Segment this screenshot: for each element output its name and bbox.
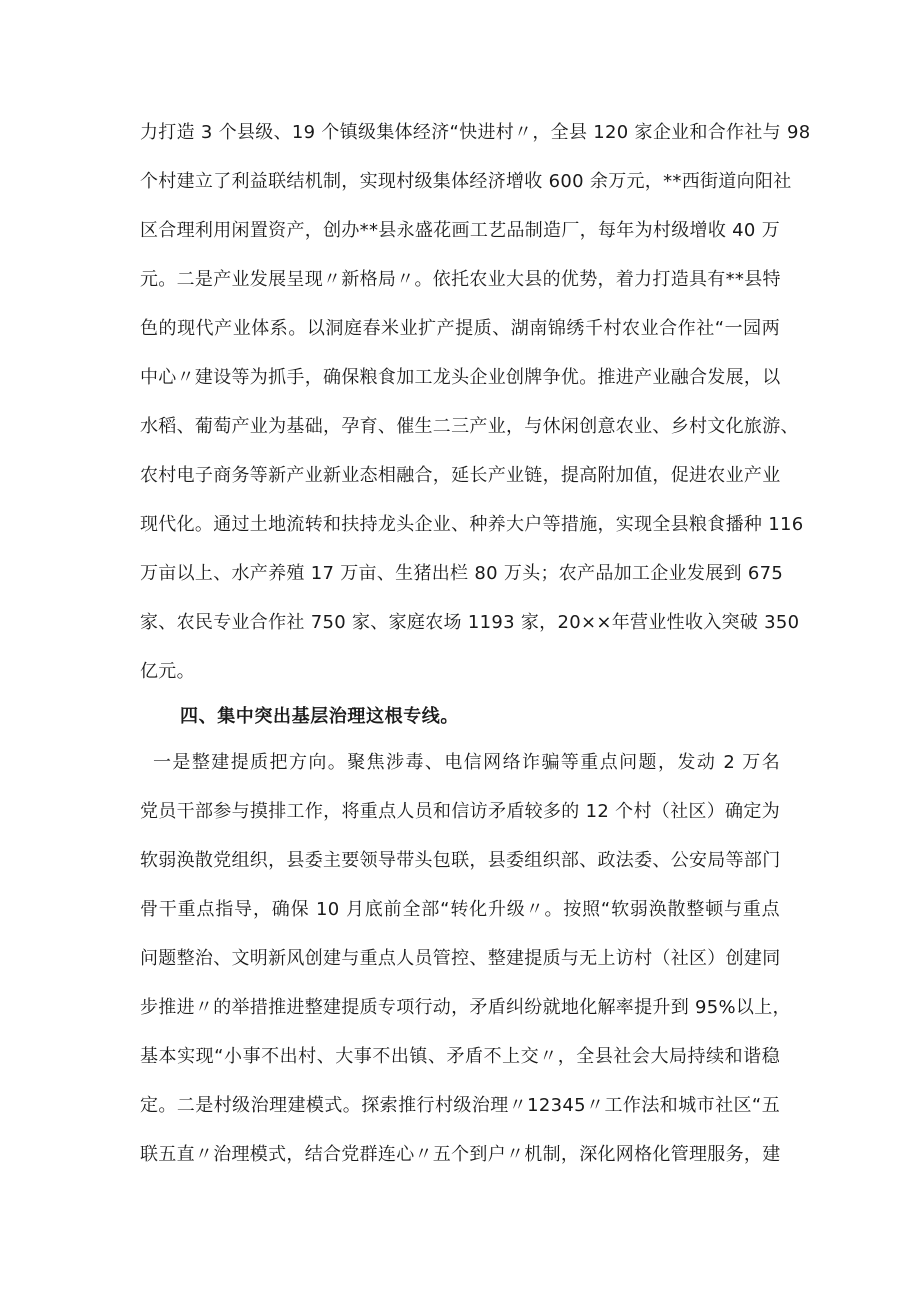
text-line: 现代化。通过土地流转和扶持龙头企业、种养大户等措施，实现全县粮食播种 116 <box>140 514 804 535</box>
text-line: 骨干重点指导，确保 10 月底前全部“转化升级〃。按照“软弱涣散整顿与重点 <box>140 899 780 920</box>
text-line: 元。二是产业发展呈现〃新格局〃。依托农业大县的优势，着力打造具有**县特 <box>140 269 781 290</box>
text-line: 万亩以上、水产养殖 17 万亩、生猪出栏 80 万头；农产品加工企业发展到 675 <box>140 563 784 584</box>
text-line: 定。二是村级治理建模式。探索推行村级治理〃12345〃工作法和城市社区“五 <box>140 1095 780 1116</box>
text-line: 水稻、葡萄产业为基础，孕育、催生二三产业，与休闲创意农业、乡村文化旅游、 <box>140 416 799 437</box>
text-line: 软弱涣散党组织，县委主要领导带头包联，县委组织部、政法委、公安局等部门 <box>140 850 781 871</box>
text-line: 中心〃建设等为抓手，确保粮食加工龙头企业创牌争优。推进产业融合发展，以 <box>140 367 781 388</box>
text-line: 步推进〃的举措推进整建提质专项行动，矛盾纠纷就地化解率提升到 95%以上， <box>140 997 791 1018</box>
text-line: 区合理利用闲置资产，创办**县永盛花画工艺品制造厂，每年为村级增收 40 万 <box>140 220 780 241</box>
text-line: 一是整建提质把方向。聚焦涉毒、电信网络诈骗等重点问题，发动 2 万名 <box>153 752 780 773</box>
section-heading: 四、集中突出基层治理这根专线。 <box>180 706 459 727</box>
text-line: 党员干部参与摸排工作，将重点人员和信访矛盾较多的 12 个村（社区）确定为 <box>140 801 780 822</box>
text-line: 力打造 3 个县级、19 个镇级集体经济“快进村〃，全县 120 家企业和合作社与 98 <box>140 122 811 143</box>
text-line: 基本实现“小事不出村、大事不出镇、矛盾不上交〃，全县社会大局持续和谐稳 <box>140 1046 780 1067</box>
text-line: 色的现代产业体系。以洞庭春米业扩产提质、湖南锦绣千村农业合作社“一园两 <box>140 318 780 339</box>
text-line: 问题整治、文明新风创建与重点人员管控、整建提质与无上访村（社区）创建同 <box>140 948 781 969</box>
paragraph-grassroots-governance <box>140 738 791 1179</box>
text-line: 农村电子商务等新产业新业态相融合，延长产业链，提高附加值，促进农业产业 <box>140 465 781 486</box>
text-line: 家、农民专业合作社 750 家、家庭农场 1193 家，20××年营业性收入突破 350 <box>140 612 800 633</box>
paragraph-industry-development <box>140 108 811 696</box>
text-line: 亿元。 <box>140 661 195 682</box>
text-line: 个村建立了利益联结机制，实现村级集体经济增收 600 余万元，**西街道向阳社 <box>140 171 792 192</box>
text-line: 联五直〃治理模式，结合党群连心〃五个到户〃机制，深化网格化管理服务，建 <box>140 1144 781 1165</box>
